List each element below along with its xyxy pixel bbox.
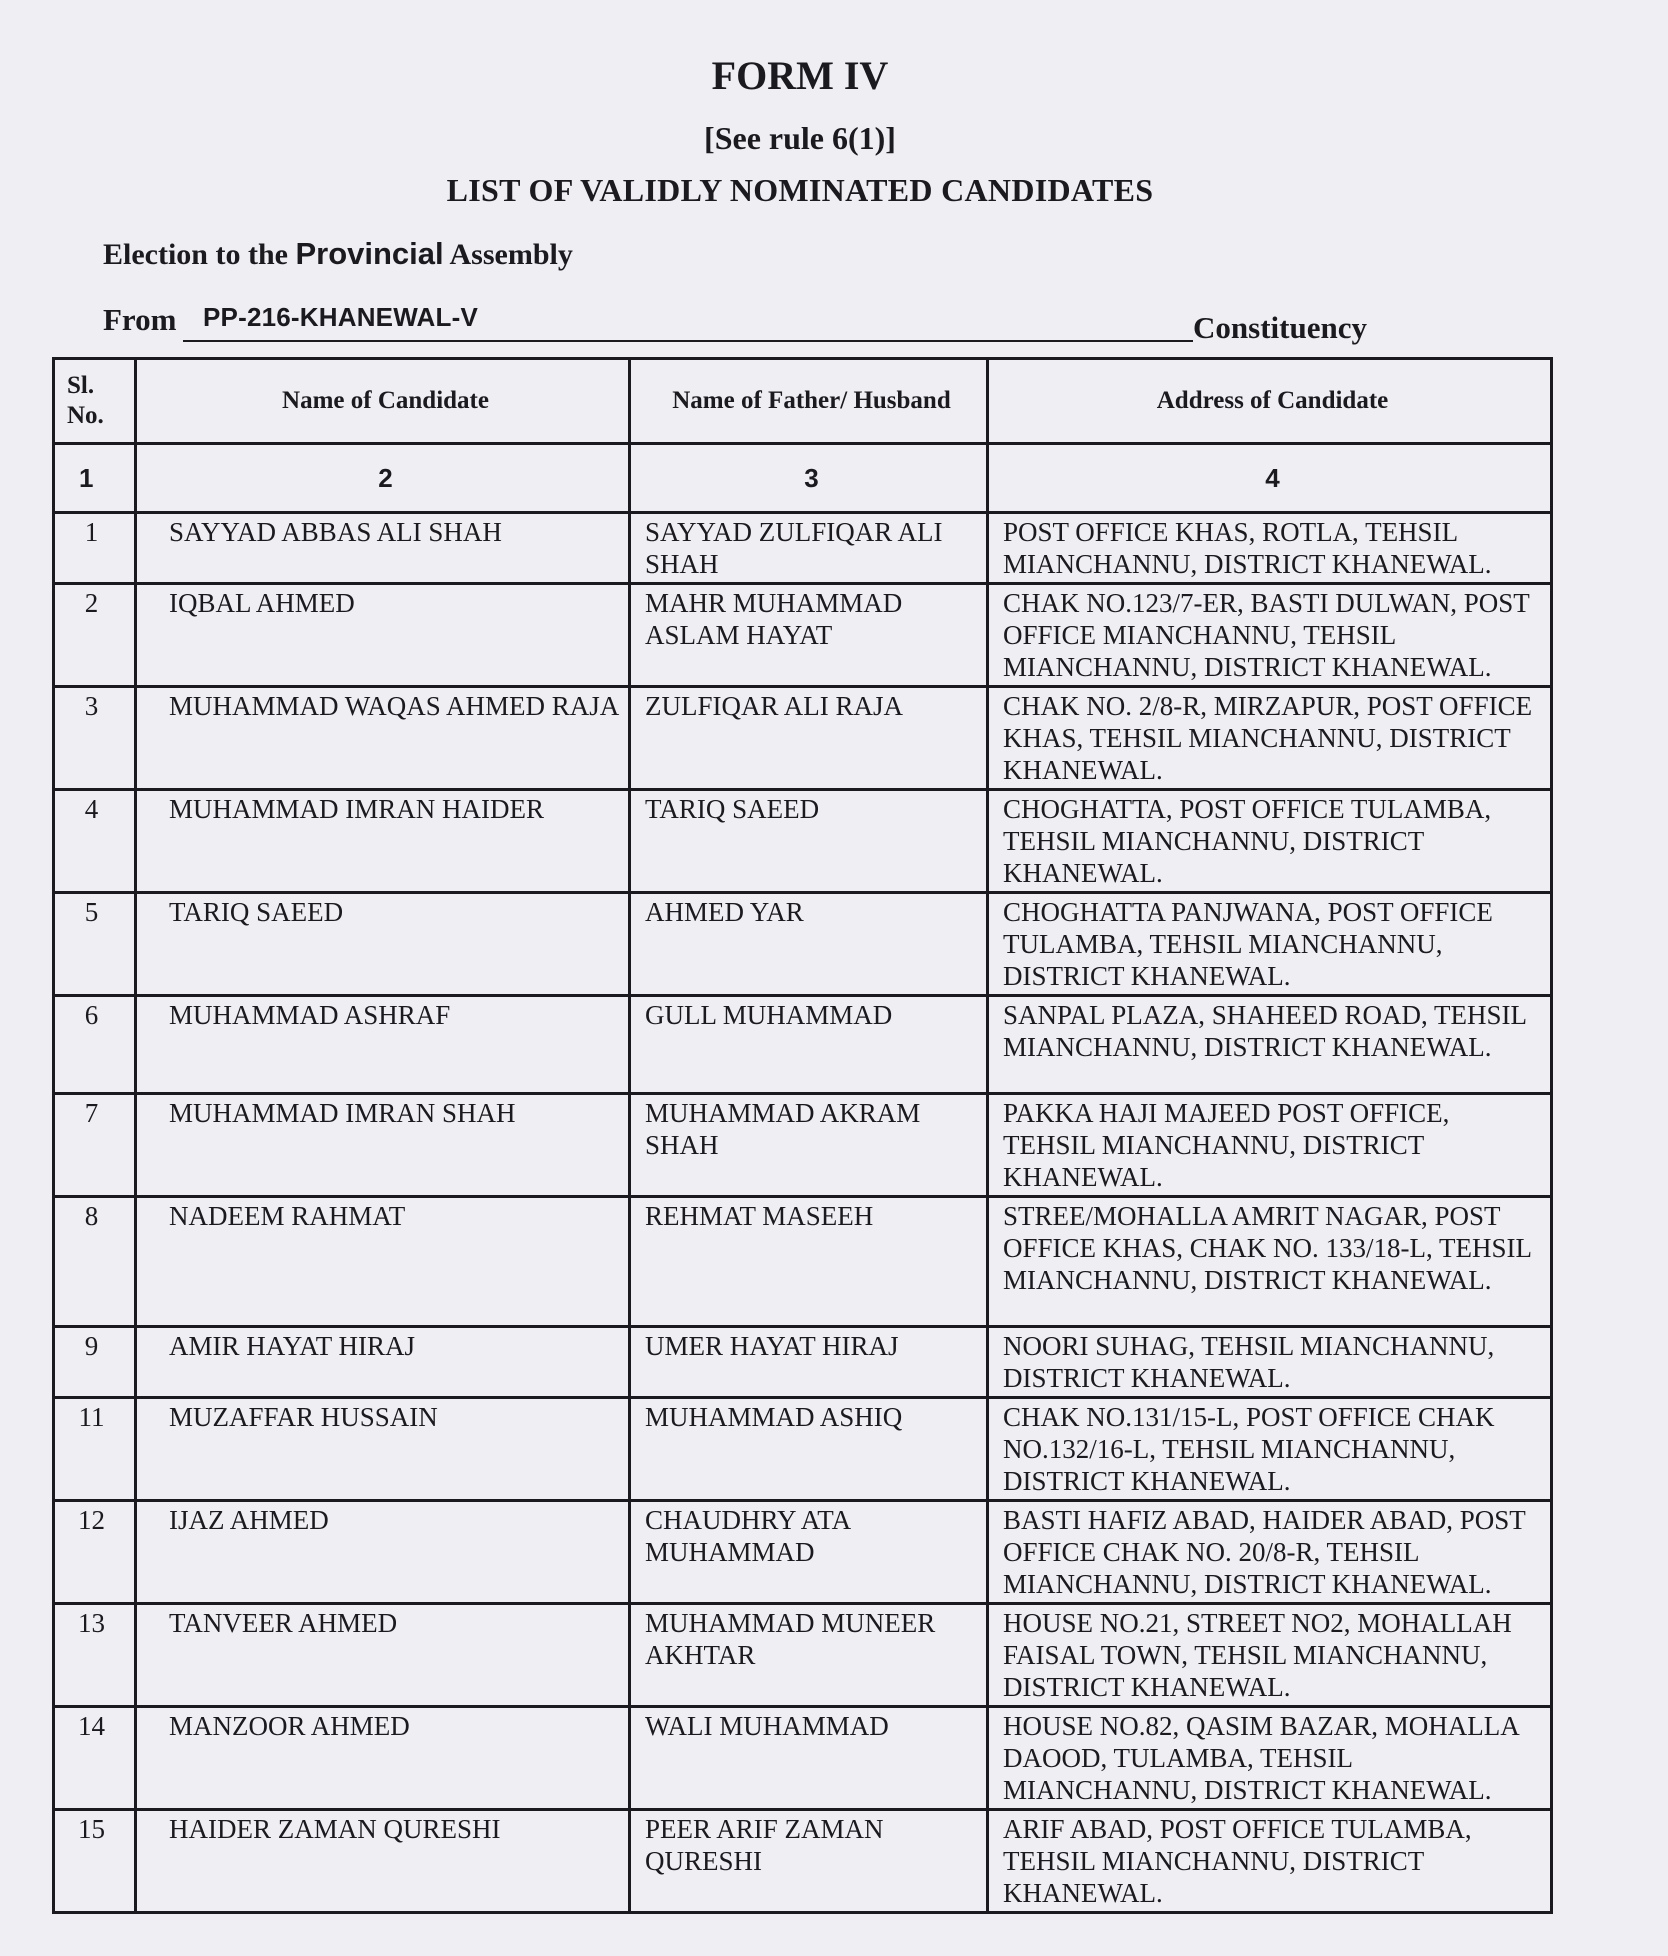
father-name-cell: MAHR MUHAMMAD ASLAM HAYAT: [630, 584, 988, 687]
table-row: [54, 893, 1552, 996]
address-cell: HOUSE NO.21, STREET NO2, MOHALLAH FAISAL TOWN, TEHSIL MIANCHANNU, DISTRICT KHANEWAL.: [988, 1604, 1552, 1707]
sl-no-cell: 14: [54, 1707, 136, 1810]
sl-no-cell: 7: [54, 1094, 136, 1197]
address-cell: CHOGHATTA PANJWANA, POST OFFICE TULAMBA, TEHSIL MIANCHANNU, DISTRICT KHANEWAL.: [988, 893, 1552, 996]
father-name-cell: UMER HAYAT HIRAJ: [630, 1327, 988, 1398]
address-cell: POST OFFICE KHAS, ROTLA, TEHSIL MIANCHANNU, DISTRICT KHANEWAL.: [988, 513, 1552, 584]
column-number: 2: [136, 444, 630, 513]
header-sl-no: Sl. No.: [54, 359, 136, 444]
candidates-table: [52, 357, 1553, 1914]
father-name-cell: GULL MUHAMMAD: [630, 996, 988, 1094]
father-name-cell: ZULFIQAR ALI RAJA: [630, 687, 988, 790]
candidate-name-cell: TARIQ SAEED: [136, 893, 630, 996]
candidate-name-cell: MUZAFFAR HUSSAIN: [136, 1398, 630, 1501]
election-suffix: Assembly: [443, 238, 573, 271]
candidate-name-cell: HAIDER ZAMAN QURESHI: [136, 1810, 630, 1913]
sl-no-cell: 1: [54, 513, 136, 584]
constituency-label: Constituency: [1193, 310, 1367, 345]
address-cell: ARIF ABAD, POST OFFICE TULAMBA, TEHSIL MIANCHANNU, DISTRICT KHANEWAL.: [988, 1810, 1552, 1913]
candidate-name-cell: TANVEER AHMED: [136, 1604, 630, 1707]
candidate-name-cell: IQBAL AHMED: [136, 584, 630, 687]
candidate-name-cell: SAYYAD ABBAS ALI SHAH: [136, 513, 630, 584]
candidate-name-cell: MANZOOR AHMED: [136, 1707, 630, 1810]
sl-no-cell: 6: [54, 996, 136, 1094]
table-row: [54, 1604, 1552, 1707]
table-row: [54, 790, 1552, 893]
address-cell: BASTI HAFIZ ABAD, HAIDER ABAD, POST OFFICE CHAK NO. 20/8-R, TEHSIL MIANCHANNU, DISTRICT KHANEWAL.: [988, 1501, 1552, 1604]
header-father: Name of Father/ Husband: [630, 359, 988, 444]
sl-no-cell: 8: [54, 1197, 136, 1327]
table-row: [54, 1707, 1552, 1810]
election-prefix: Election to the: [103, 238, 296, 271]
election-body: Provincial: [295, 236, 444, 271]
sl-no-cell: 13: [54, 1604, 136, 1707]
header-address: Address of Candidate: [988, 359, 1552, 444]
table-row: [54, 996, 1552, 1094]
father-name-cell: MUHAMMAD MUNEER AKHTAR: [630, 1604, 988, 1707]
candidate-name-cell: MUHAMMAD WAQAS AHMED RAJA: [136, 687, 630, 790]
table-row: [54, 1501, 1552, 1604]
table-row: [54, 1327, 1552, 1398]
candidate-name-cell: MUHAMMAD ASHRAF: [136, 996, 630, 1094]
father-name-cell: PEER ARIF ZAMAN QURESHI: [630, 1810, 988, 1913]
sl-no-cell: 15: [54, 1810, 136, 1913]
sl-no-cell: 11: [54, 1398, 136, 1501]
address-cell: CHAK NO.123/7-ER, BASTI DULWAN, POST OFFICE MIANCHANNU, TEHSIL MIANCHANNU, DISTRICT KHANEWAL.: [988, 584, 1552, 687]
table-row: [54, 687, 1552, 790]
father-name-cell: TARIQ SAEED: [630, 790, 988, 893]
father-name-cell: MUHAMMAD AKRAM SHAH: [630, 1094, 988, 1197]
father-name-cell: SAYYAD ZULFIQAR ALI SHAH: [630, 513, 988, 584]
father-name-cell: REHMAT MASEEH: [630, 1197, 988, 1327]
address-cell: HOUSE NO.82, QASIM BAZAR, MOHALLA DAOOD, TULAMBA, TEHSIL MIANCHANNU, DISTRICT KHANEWAL.: [988, 1707, 1552, 1810]
table-row: [54, 1197, 1552, 1327]
table-row: [54, 584, 1552, 687]
constituency-row: [103, 298, 1383, 346]
candidate-name-cell: AMIR HAYAT HIRAJ: [136, 1327, 630, 1398]
address-cell: NOORI SUHAG, TEHSIL MIANCHANNU, DISTRICT KHANEWAL.: [988, 1327, 1552, 1398]
table-row: [54, 513, 1552, 584]
election-line: [103, 236, 573, 272]
address-cell: CHOGHATTA, POST OFFICE TULAMBA, TEHSIL MIANCHANNU, DISTRICT KHANEWAL.: [988, 790, 1552, 893]
column-number: 3: [630, 444, 988, 513]
candidates-body: [54, 513, 1552, 1913]
form-title: FORM IV: [711, 53, 889, 98]
candidate-name-cell: MUHAMMAD IMRAN HAIDER: [136, 790, 630, 893]
address-cell: STREE/MOHALLA AMRIT NAGAR, POST OFFICE KHAS, CHAK NO. 133/18-L, TEHSIL MIANCHANNU, DISTRICT KHANEWAL.: [988, 1197, 1552, 1327]
column-number: 4: [988, 444, 1552, 513]
from-label: From: [103, 302, 177, 337]
candidate-name-cell: NADEEM RAHMAT: [136, 1197, 630, 1327]
address-cell: CHAK NO.131/15-L, POST OFFICE CHAK NO.132/16-L, TEHSIL MIANCHANNU, DISTRICT KHANEWAL.: [988, 1398, 1552, 1501]
address-cell: CHAK NO. 2/8-R, MIRZAPUR, POST OFFICE KHAS, TEHSIL MIANCHANNU, DISTRICT KHANEWAL.: [988, 687, 1552, 790]
candidate-name-cell: IJAZ AHMED: [136, 1501, 630, 1604]
address-cell: SANPAL PLAZA, SHAHEED ROAD, TEHSIL MIANCHANNU, DISTRICT KHANEWAL.: [988, 996, 1552, 1094]
father-name-cell: CHAUDHRY ATA MUHAMMAD: [630, 1501, 988, 1604]
document-heading: LIST OF VALIDLY NOMINATED CANDIDATES: [446, 172, 1154, 208]
column-number-row: [54, 444, 1552, 513]
father-name-cell: MUHAMMAD ASHIQ: [630, 1398, 988, 1501]
rule-reference: [See rule 6(1)]: [704, 120, 896, 156]
sl-no-cell: 9: [54, 1327, 136, 1398]
candidate-name-cell: MUHAMMAD IMRAN SHAH: [136, 1094, 630, 1197]
table-row: [54, 1094, 1552, 1197]
father-name-cell: AHMED YAR: [630, 893, 988, 996]
header-name: Name of Candidate: [136, 359, 630, 444]
constituency-name: PP-216-KHANEWAL-V: [203, 302, 478, 332]
table-row: [54, 1810, 1552, 1913]
sl-no-cell: 3: [54, 687, 136, 790]
sl-no-cell: 12: [54, 1501, 136, 1604]
sl-no-cell: 4: [54, 790, 136, 893]
table-header-row: [54, 359, 1552, 444]
constituency-underline: [183, 340, 1193, 342]
sl-no-cell: 5: [54, 893, 136, 996]
column-number: 1: [54, 444, 136, 513]
address-cell: PAKKA HAJI MAJEED POST OFFICE, TEHSIL MIANCHANNU, DISTRICT KHANEWAL.: [988, 1094, 1552, 1197]
table-row: [54, 1398, 1552, 1501]
sl-no-cell: 2: [54, 584, 136, 687]
father-name-cell: WALI MUHAMMAD: [630, 1707, 988, 1810]
